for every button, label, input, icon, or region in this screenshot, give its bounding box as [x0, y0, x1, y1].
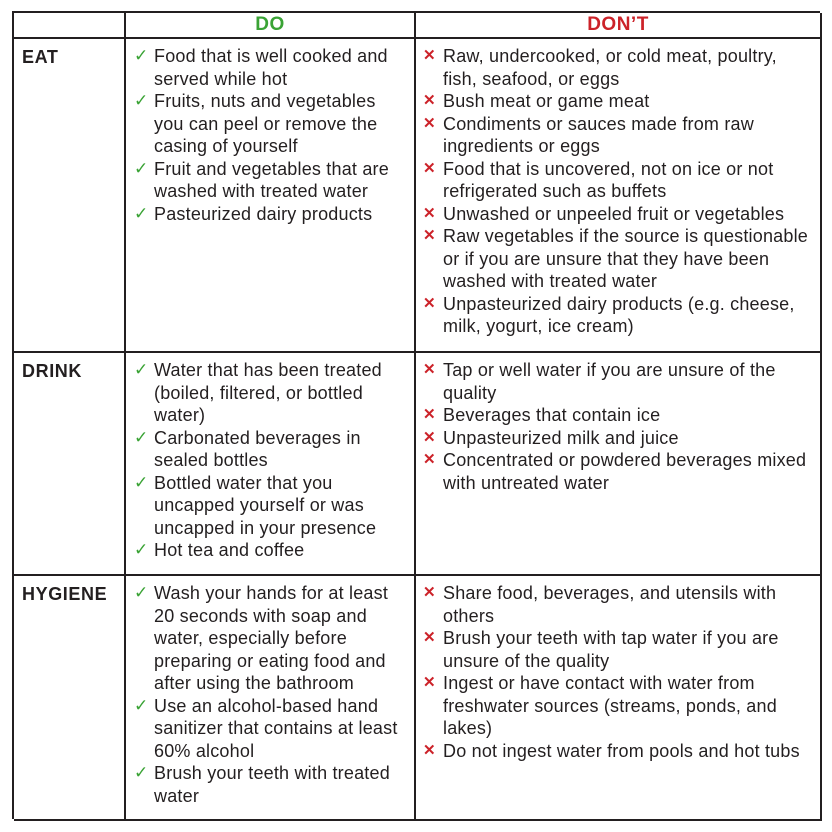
list-item-text: Concentrated or powdered beverages mixed with untreated water [443, 450, 807, 493]
do-list-item [134, 582, 408, 695]
list-item-text: Raw, undercooked, or cold meat, poultry, fish, seafood, or eggs [443, 46, 777, 89]
cross-icon: ✕ [423, 294, 436, 312]
dont-list-item [423, 158, 814, 203]
cross-icon: ✕ [423, 584, 436, 601]
hygiene-dont-cell [416, 576, 822, 821]
dont-column-header: DON’T [416, 13, 822, 39]
hygiene-do-list [126, 576, 414, 807]
do-dont-table [12, 11, 820, 819]
list-item-text: Use an alcohol-based hand sanitizer that contains at least 60% alcohol [154, 695, 398, 761]
hygiene-do-cell [126, 576, 416, 821]
list-item-text: Beverages that contain ice [443, 405, 661, 425]
list-item-text: Food that is uncovered, not on ice or not refrigerated such as buffets [443, 158, 774, 201]
row-label-eat: EAT [14, 39, 126, 353]
list-item-text: Unpasteurized dairy products (e.g. cheese, milk, yogurt, ice cream) [443, 293, 795, 336]
drink-dont-list [416, 353, 820, 494]
cross-icon: ✕ [423, 451, 436, 468]
list-item-text: Wash your hands for at least 20 seconds with soap and water, especially before preparing or eating food and after using the bathroom [154, 583, 389, 693]
dont-list-item [423, 582, 814, 627]
do-list-item [134, 427, 408, 472]
dont-list-item [423, 45, 814, 90]
dont-list-item [423, 90, 814, 113]
do-list-item [134, 695, 408, 763]
cross-icon: ✕ [423, 428, 436, 446]
row-label-hygiene: HYGIENE [14, 576, 126, 821]
cross-icon: ✕ [423, 92, 436, 109]
cross-icon: ✕ [423, 674, 436, 691]
dont-list-item [423, 672, 814, 740]
cross-icon: ✕ [423, 204, 436, 222]
do-list-item [134, 203, 408, 226]
do-list-item [134, 158, 408, 203]
check-icon: ✓ [134, 472, 149, 492]
check-icon: ✓ [134, 540, 149, 559]
do-list-item [134, 539, 408, 562]
list-item-text: Carbonated beverages in sealed bottles [154, 427, 361, 470]
check-icon: ✓ [134, 763, 149, 782]
dont-list-item [423, 449, 814, 494]
list-item-text: Tap or well water if you are unsure of the quality [443, 360, 776, 403]
check-icon: ✓ [134, 203, 149, 223]
dont-list-item [423, 293, 814, 338]
cross-icon: ✕ [423, 406, 436, 423]
drink-do-list [126, 353, 414, 562]
do-column-header: DO [126, 13, 416, 39]
list-item-text: Share food, beverages, and utensils with others [443, 583, 777, 626]
list-item-text: Raw vegetables if the source is questionable or if you are unsure that they have been washed with treated water [443, 226, 809, 291]
dont-list-item [423, 359, 814, 404]
cross-icon: ✕ [423, 629, 436, 646]
do-list-item [134, 359, 408, 427]
list-item-text: Pasteurized dairy products [154, 203, 373, 224]
check-icon: ✓ [134, 46, 149, 65]
list-item-text: Fruits, nuts and vegetables you can peel or remove the casing of yourself [154, 91, 378, 156]
list-item-text: Ingest or have contact with water from freshwater sources (streams, ponds, and lakes) [443, 673, 777, 738]
list-item-text: Brush your teeth with treated water [154, 763, 390, 806]
do-list-item [134, 90, 408, 158]
list-item-text: Do not ingest water from pools and hot tubs [443, 740, 800, 761]
header-corner-cell [14, 13, 126, 39]
dont-list-item [423, 740, 814, 763]
check-icon: ✓ [134, 583, 149, 602]
cross-icon: ✕ [423, 741, 436, 759]
eat-do-list [126, 39, 414, 225]
list-item-text: Bush meat or game meat [443, 91, 650, 111]
dont-list-item [423, 225, 814, 293]
check-icon: ✓ [134, 360, 149, 379]
eat-do-cell [126, 39, 416, 353]
cross-icon: ✕ [423, 361, 436, 378]
drink-dont-cell [416, 353, 822, 576]
dont-list-item [423, 627, 814, 672]
row-label-drink: DRINK [14, 353, 126, 576]
check-icon: ✓ [134, 158, 149, 178]
cross-icon: ✕ [423, 47, 436, 64]
cross-icon: ✕ [423, 227, 436, 244]
list-item-text: Food that is well cooked and served while hot [154, 46, 388, 89]
check-icon: ✓ [134, 91, 149, 110]
do-list-item [134, 45, 408, 90]
cross-icon: ✕ [423, 114, 436, 132]
list-item-text: Condiments or sauces made from raw ingredients or eggs [443, 113, 754, 156]
do-list-item [134, 762, 408, 807]
list-item-text: Brush your teeth with tap water if you are unsure of the quality [443, 628, 779, 671]
cross-icon: ✕ [423, 159, 436, 177]
list-item-text: Unwashed or unpeeled fruit or vegetables [443, 203, 785, 224]
list-item-text: Water that has been treated (boiled, filtered, or bottled water) [154, 360, 382, 425]
drink-do-cell [126, 353, 416, 576]
dont-list-item [423, 404, 814, 427]
eat-dont-cell [416, 39, 822, 353]
eat-dont-list [416, 39, 820, 338]
check-icon: ✓ [134, 695, 149, 715]
dont-list-item [423, 203, 814, 226]
hygiene-dont-list [416, 576, 820, 762]
list-item-text: Bottled water that you uncapped yourself or was uncapped in your presence [154, 472, 377, 538]
check-icon: ✓ [134, 427, 149, 447]
dont-list-item [423, 427, 814, 450]
list-item-text: Fruit and vegetables that are washed with treated water [154, 158, 389, 201]
list-item-text: Unpasteurized milk and juice [443, 427, 679, 448]
dont-list-item [423, 113, 814, 158]
do-list-item [134, 472, 408, 540]
list-item-text: Hot tea and coffee [154, 540, 305, 560]
